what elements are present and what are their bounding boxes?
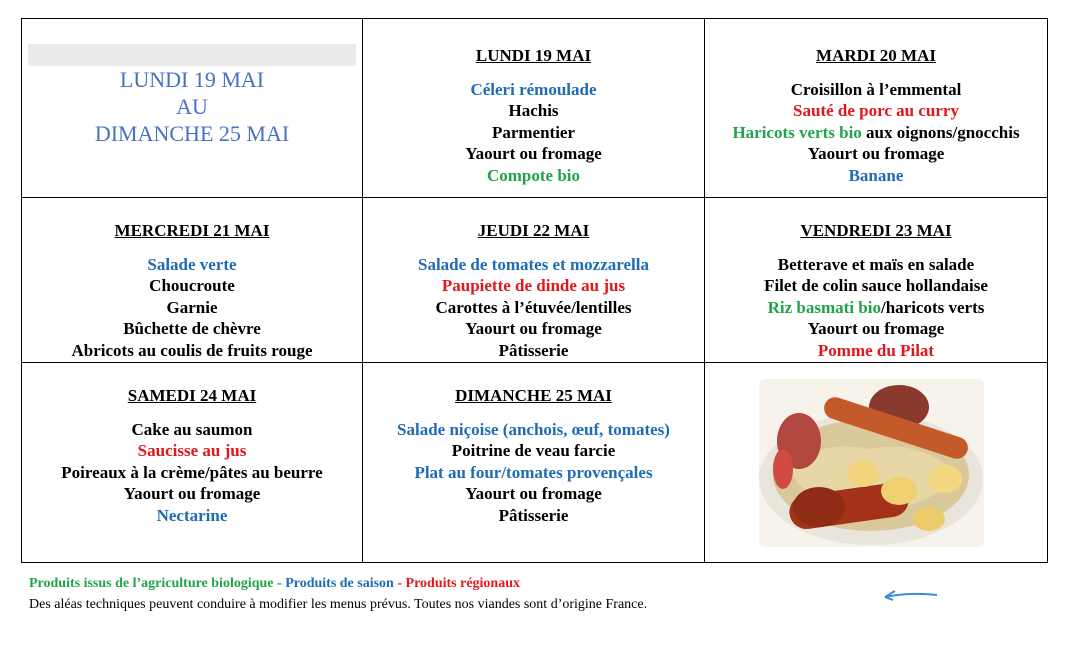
choucroute-photo xyxy=(759,379,984,547)
dish-dessert: Compote bio xyxy=(486,165,581,185)
arrow-icon xyxy=(881,587,941,601)
dish-side-bio: Riz basmati bio xyxy=(767,297,881,317)
dish-side: Carottes à l’étuvée/lentilles xyxy=(435,297,632,317)
dish-starter: Salade de tomates et mozzarella xyxy=(417,254,649,274)
legend-bio: Produits issus de l’agriculture biologique xyxy=(29,576,274,591)
legend-regional: Produits régionaux xyxy=(405,576,521,591)
day-title: DIMANCHE 25 MAI xyxy=(455,386,612,405)
period-cell xyxy=(22,19,363,198)
dish-main: Saucisse au jus xyxy=(137,441,247,460)
dish-side: Garnie xyxy=(166,297,218,317)
dish-dairy: Yaourt ou fromage xyxy=(465,144,602,163)
disclaimer-note: Des aléas techniques peuvent conduire à modifier les menus prévus. Toutes nos viandes sont d’origine France. xyxy=(29,597,648,612)
legend-separator: - xyxy=(273,576,286,591)
dish-side-bio: Haricots verts bio xyxy=(732,122,862,142)
dish-starter: Croisillon à l’emmental xyxy=(790,79,962,99)
dish-dessert: Abricots au coulis de fruits rouge xyxy=(71,340,313,360)
legend-separator: - xyxy=(393,576,406,591)
period-end: DIMANCHE 25 MAI xyxy=(94,121,290,146)
day-title: LUNDI 19 MAI xyxy=(475,46,592,65)
day-cell-wednesday xyxy=(22,198,363,363)
dish-starter: Salade verte xyxy=(147,254,237,274)
dish-dessert: Nectarine xyxy=(156,505,228,525)
day-cell-monday xyxy=(363,19,705,198)
legend-season: Produits de saison xyxy=(285,576,394,591)
dish-dairy: Bûchette de chèvre xyxy=(123,319,261,338)
dish-dairy: Yaourt ou fromage xyxy=(807,319,945,338)
dish-starter: Salade niçoise (anchois, œuf, tomates) xyxy=(397,419,670,439)
day-title: SAMEDI 24 MAI xyxy=(127,386,257,405)
dish-main: Hachis xyxy=(508,101,559,120)
header-bar xyxy=(28,44,356,66)
dish-side xyxy=(705,297,1047,319)
dish-dessert: Pâtisserie xyxy=(498,505,569,525)
dish-main: Poitrine de veau farcie xyxy=(451,441,616,460)
day-cell-friday xyxy=(705,198,1048,363)
dish-starter: Cake au saumon xyxy=(131,419,253,439)
dish-side: Parmentier xyxy=(491,122,576,142)
day-title: JEUDI 22 MAI xyxy=(477,221,590,240)
day-title: MARDI 20 MAI xyxy=(816,46,936,65)
dish-main: Paupiette de dinde au jus xyxy=(441,276,626,295)
dish-side xyxy=(705,122,1047,144)
period-title xyxy=(22,66,362,147)
dish-dairy: Yaourt ou fromage xyxy=(807,144,945,163)
dish-side: Poireaux à la crème/pâtes au beurre xyxy=(61,462,323,482)
dish-main: Filet de colin sauce hollandaise xyxy=(764,276,988,295)
dish-side-rest: aux oignons/gnocchis xyxy=(861,122,1020,142)
day-title: VENDREDI 23 MAI xyxy=(800,221,952,240)
day-cell-saturday xyxy=(22,363,363,563)
day-cell-tuesday xyxy=(705,19,1048,198)
dish-main: Choucroute xyxy=(149,276,235,295)
period-start: LUNDI 19 MAI xyxy=(119,67,265,92)
day-cell-sunday xyxy=(363,363,705,563)
dish-dessert: Pomme du Pilat xyxy=(817,340,935,360)
dish-side-rest: /haricots verts xyxy=(880,297,985,317)
dish-side: Plat au four/tomates provençales xyxy=(414,462,653,482)
day-cell-thursday xyxy=(363,198,705,363)
dish-main: Sauté de porc au curry xyxy=(793,101,959,120)
dish-dairy: Yaourt ou fromage xyxy=(465,484,602,503)
dish-dairy: Yaourt ou fromage xyxy=(465,319,602,338)
dish-dairy: Yaourt ou fromage xyxy=(123,484,261,503)
period-to: AU xyxy=(176,94,208,119)
dish-starter: Betterave et maïs en salade xyxy=(777,254,975,274)
dish-starter: Céleri rémoulade xyxy=(470,79,597,99)
dish-dessert: Banane xyxy=(848,165,904,185)
day-title: MERCREDI 21 MAI xyxy=(114,221,270,240)
dish-dessert: Pâtisserie xyxy=(498,340,569,360)
legend xyxy=(29,576,520,592)
